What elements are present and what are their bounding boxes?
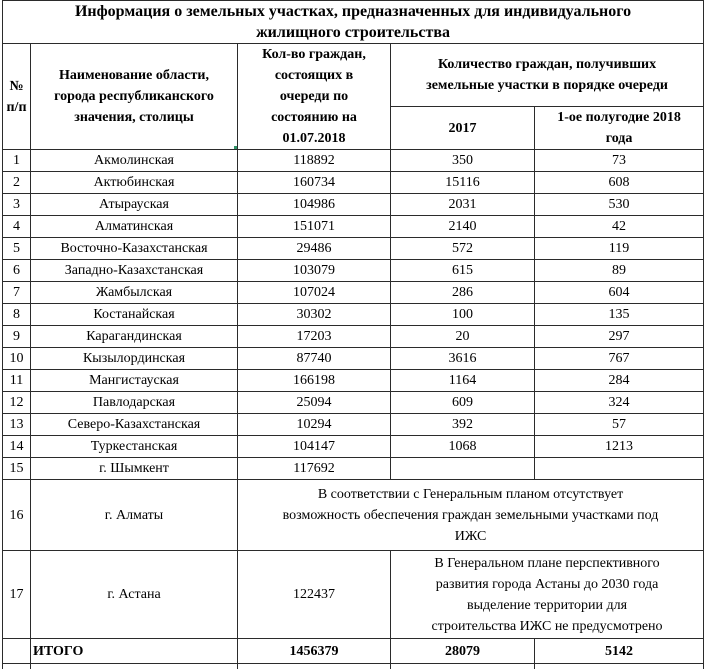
header-num-line1: № [9,78,24,94]
astana-note-line1: В Генеральном плане перспективного [434,555,660,571]
empty-cell [31,664,238,669]
header-num-cell[interactable] [3,44,31,150]
almaty-note-line1: В соответствии с Генеральным планом отсутствует [317,486,624,502]
row-number-cell[interactable]: 13 [3,414,31,436]
region-name-cell[interactable]: Жамбылская [31,282,238,304]
empty-cell [238,664,391,669]
row-number-cell[interactable]: 1 [3,150,31,172]
region-name-cell[interactable]: Атырауская [31,194,238,216]
received-2017-cell[interactable]: 3616 [391,348,535,370]
row-number-cell[interactable]: 17 [3,551,31,639]
header-region-line1: Наименование области, [59,68,209,83]
queue-count-cell[interactable]: 104986 [238,194,391,216]
received-2017-cell[interactable]: 15116 [391,172,535,194]
received-2018-cell[interactable]: 42 [535,216,704,238]
table-title-line2: жилищного строительства [256,24,450,41]
row-number-cell[interactable]: 5 [3,238,31,260]
queue-count-cell[interactable]: 25094 [238,392,391,414]
table-row [3,260,704,282]
received-2017-cell[interactable]: 2031 [391,194,535,216]
region-name-cell[interactable]: Карагандинская [31,326,238,348]
region-name-cell[interactable]: Павлодарская [31,392,238,414]
received-2018-cell[interactable]: 604 [535,282,704,304]
queue-count-cell[interactable]: 103079 [238,260,391,282]
row-number-cell[interactable]: 10 [3,348,31,370]
region-name-cell[interactable]: г. Шымкент [31,458,238,480]
queue-count-cell[interactable]: 160734 [238,172,391,194]
received-2018-cell[interactable]: 530 [535,194,704,216]
row-number-cell[interactable]: 14 [3,436,31,458]
received-2018-cell[interactable]: 1213 [535,436,704,458]
region-name-cell[interactable]: Мангистауская [31,370,238,392]
received-2017-cell[interactable]: 1164 [391,370,535,392]
received-2017-cell[interactable]: 350 [391,150,535,172]
row-number-cell[interactable]: 3 [3,194,31,216]
region-name-cell[interactable]: Алматинская [31,216,238,238]
row-number-cell[interactable]: 8 [3,304,31,326]
empty-cell[interactable] [3,639,31,664]
row-number-cell[interactable]: 7 [3,282,31,304]
received-2018-cell[interactable]: 89 [535,260,704,282]
received-2017-cell[interactable]: 609 [391,392,535,414]
total-2018-cell[interactable]: 5142 [535,639,704,664]
table-row [3,370,704,392]
row-number-cell[interactable]: 15 [3,458,31,480]
header-region-cell-selected[interactable] [31,44,238,150]
received-2017-cell[interactable]: 100 [391,304,535,326]
received-2018-cell[interactable]: 324 [535,392,704,414]
title-row [3,1,704,44]
received-2017-cell[interactable]: 392 [391,414,535,436]
total-queue-cell[interactable]: 1456379 [238,639,391,664]
total-2017-cell[interactable]: 28079 [391,639,535,664]
row-number-cell[interactable]: 11 [3,370,31,392]
queue-count-cell[interactable]: 10294 [238,414,391,436]
header-queue-line1: Кол-во граждан, [262,47,366,62]
queue-count-cell[interactable]: 166198 [238,370,391,392]
almaty-note-line3: ИЖС [454,528,487,544]
table-row [3,348,704,370]
cutoff-row [3,664,704,669]
region-name-cell[interactable]: Туркестанская [31,436,238,458]
header-queue-line2: состоящих в [274,68,354,83]
header-row-top [3,44,704,107]
row-number-cell[interactable]: 6 [3,260,31,282]
region-name-cell[interactable]: Кызылординская [31,348,238,370]
almaty-note-cell[interactable] [238,480,704,551]
queue-count-cell[interactable]: 87740 [238,348,391,370]
queue-count-cell[interactable]: 117692 [238,458,391,480]
row-number-cell[interactable]: 12 [3,392,31,414]
table-row [3,414,704,436]
row-number-cell[interactable]: 9 [3,326,31,348]
header-queue-cell[interactable] [238,44,391,150]
received-2018-cell[interactable]: 57 [535,414,704,436]
empty-cell [391,664,535,669]
received-2017-cell[interactable]: 615 [391,260,535,282]
region-name-cell[interactable]: г. Алматы [31,480,238,551]
selection-fill-handle[interactable] [233,145,238,150]
region-name-cell[interactable]: Северо-Казахстанская [31,414,238,436]
header-2018-line2: года [605,131,633,146]
header-queue-line3: очереди по [279,89,349,104]
queue-count-cell[interactable]: 17203 [238,326,391,348]
table-row [3,172,704,194]
received-2017-cell[interactable]: 572 [391,238,535,260]
header-received-group-cell[interactable] [391,44,704,107]
total-row [3,639,704,664]
empty-cell [3,664,31,669]
queue-count-cell[interactable]: 29486 [238,238,391,260]
received-2018-cell[interactable]: 608 [535,172,704,194]
received-2018-cell[interactable]: 767 [535,348,704,370]
table-row [3,150,704,172]
header-queue-line4: состоянию на [271,110,357,125]
table-row [3,216,704,238]
header-2018-line1: 1-ое полугодие 2018 [557,110,681,125]
almaty-note-line2: возможность обеспечения граждан земельными участками под [282,507,659,523]
header-region-line2: города республиканского [54,89,214,104]
received-2017-cell[interactable]: 20 [391,326,535,348]
queue-count-cell[interactable]: 107024 [238,282,391,304]
queue-count-cell[interactable]: 30302 [238,304,391,326]
table-row [3,458,704,480]
received-2018-cell[interactable] [535,458,704,480]
table-row-almaty [3,480,704,551]
astana-note-line4: строительства ИЖС не предусмотрено [431,618,663,634]
received-2018-cell[interactable]: 135 [535,304,704,326]
table-row [3,282,704,304]
received-2017-cell[interactable]: 2140 [391,216,535,238]
header-2018-cell[interactable] [535,107,704,150]
header-received-line1: Количество граждан, получивших [437,57,657,72]
region-name-cell[interactable]: Акмолинская [31,150,238,172]
total-label-cell[interactable]: ИТОГО [31,639,238,664]
region-name-cell[interactable]: Восточно-Казахстанская [31,238,238,260]
received-2018-cell[interactable]: 73 [535,150,704,172]
empty-cell [535,664,704,669]
row-number-cell[interactable]: 16 [3,480,31,551]
table-row [3,304,704,326]
row-number-cell[interactable]: 2 [3,172,31,194]
land-plots-table [2,0,704,669]
received-2017-cell[interactable]: 286 [391,282,535,304]
region-name-cell[interactable]: Актюбинская [31,172,238,194]
region-name-cell[interactable]: г. Астана [31,551,238,639]
received-2018-cell[interactable]: 119 [535,238,704,260]
table-title-cell[interactable] [3,1,704,44]
astana-note-line2: развития города Астаны до 2030 года [435,576,659,592]
received-2018-cell[interactable]: 297 [535,326,704,348]
region-name-cell[interactable]: Западно-Казахстанская [31,260,238,282]
row-number-cell[interactable]: 4 [3,216,31,238]
table-title-line1: Информация о земельных участках, предназначенных для индивидуального [74,3,632,20]
region-name-cell[interactable]: Костанайская [31,304,238,326]
queue-count-cell[interactable]: 104147 [238,436,391,458]
table-row [3,238,704,260]
header-num-line2: п/п [6,99,27,115]
table-row [3,436,704,458]
header-region-line3: значения, столицы [74,110,194,125]
received-2017-cell[interactable]: 1068 [391,436,535,458]
received-2017-cell[interactable] [391,458,535,480]
queue-count-cell[interactable]: 151071 [238,216,391,238]
header-2017-cell[interactable]: 2017 [391,107,535,150]
table-row [3,392,704,414]
queue-count-cell[interactable]: 118892 [238,150,391,172]
received-2018-cell[interactable]: 284 [535,370,704,392]
header-received-line2: земельные участки в порядке очереди [426,78,668,93]
table-row [3,326,704,348]
table-row [3,194,704,216]
header-queue-line5: 01.07.2018 [282,131,346,146]
queue-count-cell[interactable]: 122437 [238,551,391,639]
table-row-astana [3,551,704,639]
astana-note-line3: выделение территории для [467,597,628,613]
astana-note-cell[interactable] [391,551,704,639]
